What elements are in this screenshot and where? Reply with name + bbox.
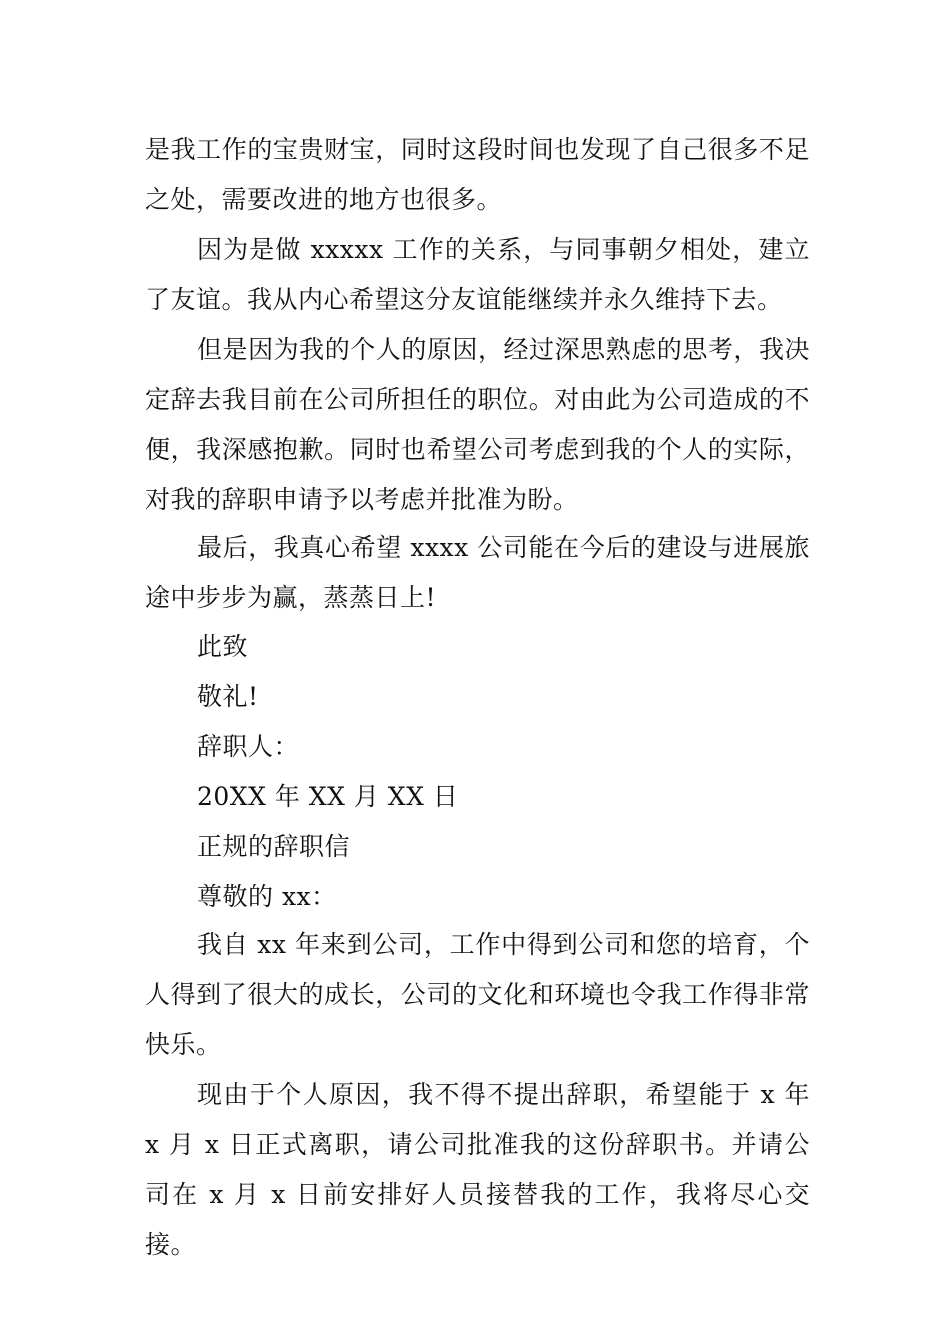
paragraph-career-growth: 我自 xx 年来到公司，工作中得到公司和您的培育，个人得到了很大的成长，公司的文化和环境也令我工作得非常快乐。 <box>145 930 810 1059</box>
greeting-line: 尊敬的 xx： <box>197 882 337 911</box>
signer-label: 辞职人： <box>197 732 300 761</box>
paragraph-continuation: 是我工作的宝贵财宝，同时这段时间也发现了自己很多不足之处，需要改进的地方也很多。 <box>145 135 810 214</box>
paragraph-resignation-request: 现由于个人原因，我不得不提出辞职，希望能于 x 年 x 月 x 日正式离职，请公司批准我的这份辞职书。并请公司在 x 月 x 日前安排好人员接替我的工作，我将尽心交接。 <box>145 1080 810 1259</box>
section-title: 正规的辞职信 <box>197 832 351 861</box>
paragraph-resignation-reason: 但是因为我的个人的原因，经过深思熟虑的思考，我决定辞去我目前在公司所担任的职位。对由此为公司造成的不便，我深感抱歉。同时也希望公司考虑到我的个人的实际，对我的辞职申请予以考虑并批准为盼。 <box>145 335 810 514</box>
paragraph-friendship: 因为是做 xxxxx 工作的关系，与同事朝夕相处，建立了友谊。我从内心希望这分友谊能继续并永久维持下去。 <box>145 235 810 314</box>
regards-line: 敬礼! <box>197 682 259 711</box>
salutation-line: 此致 <box>197 632 249 661</box>
date-line: 20XX 年 XX 月 XX 日 <box>197 782 459 811</box>
paragraph-closing-wish: 最后，我真心希望 xxxx 公司能在今后的建设与进展旅途中步步为赢，蒸蒸日上! <box>145 533 810 612</box>
